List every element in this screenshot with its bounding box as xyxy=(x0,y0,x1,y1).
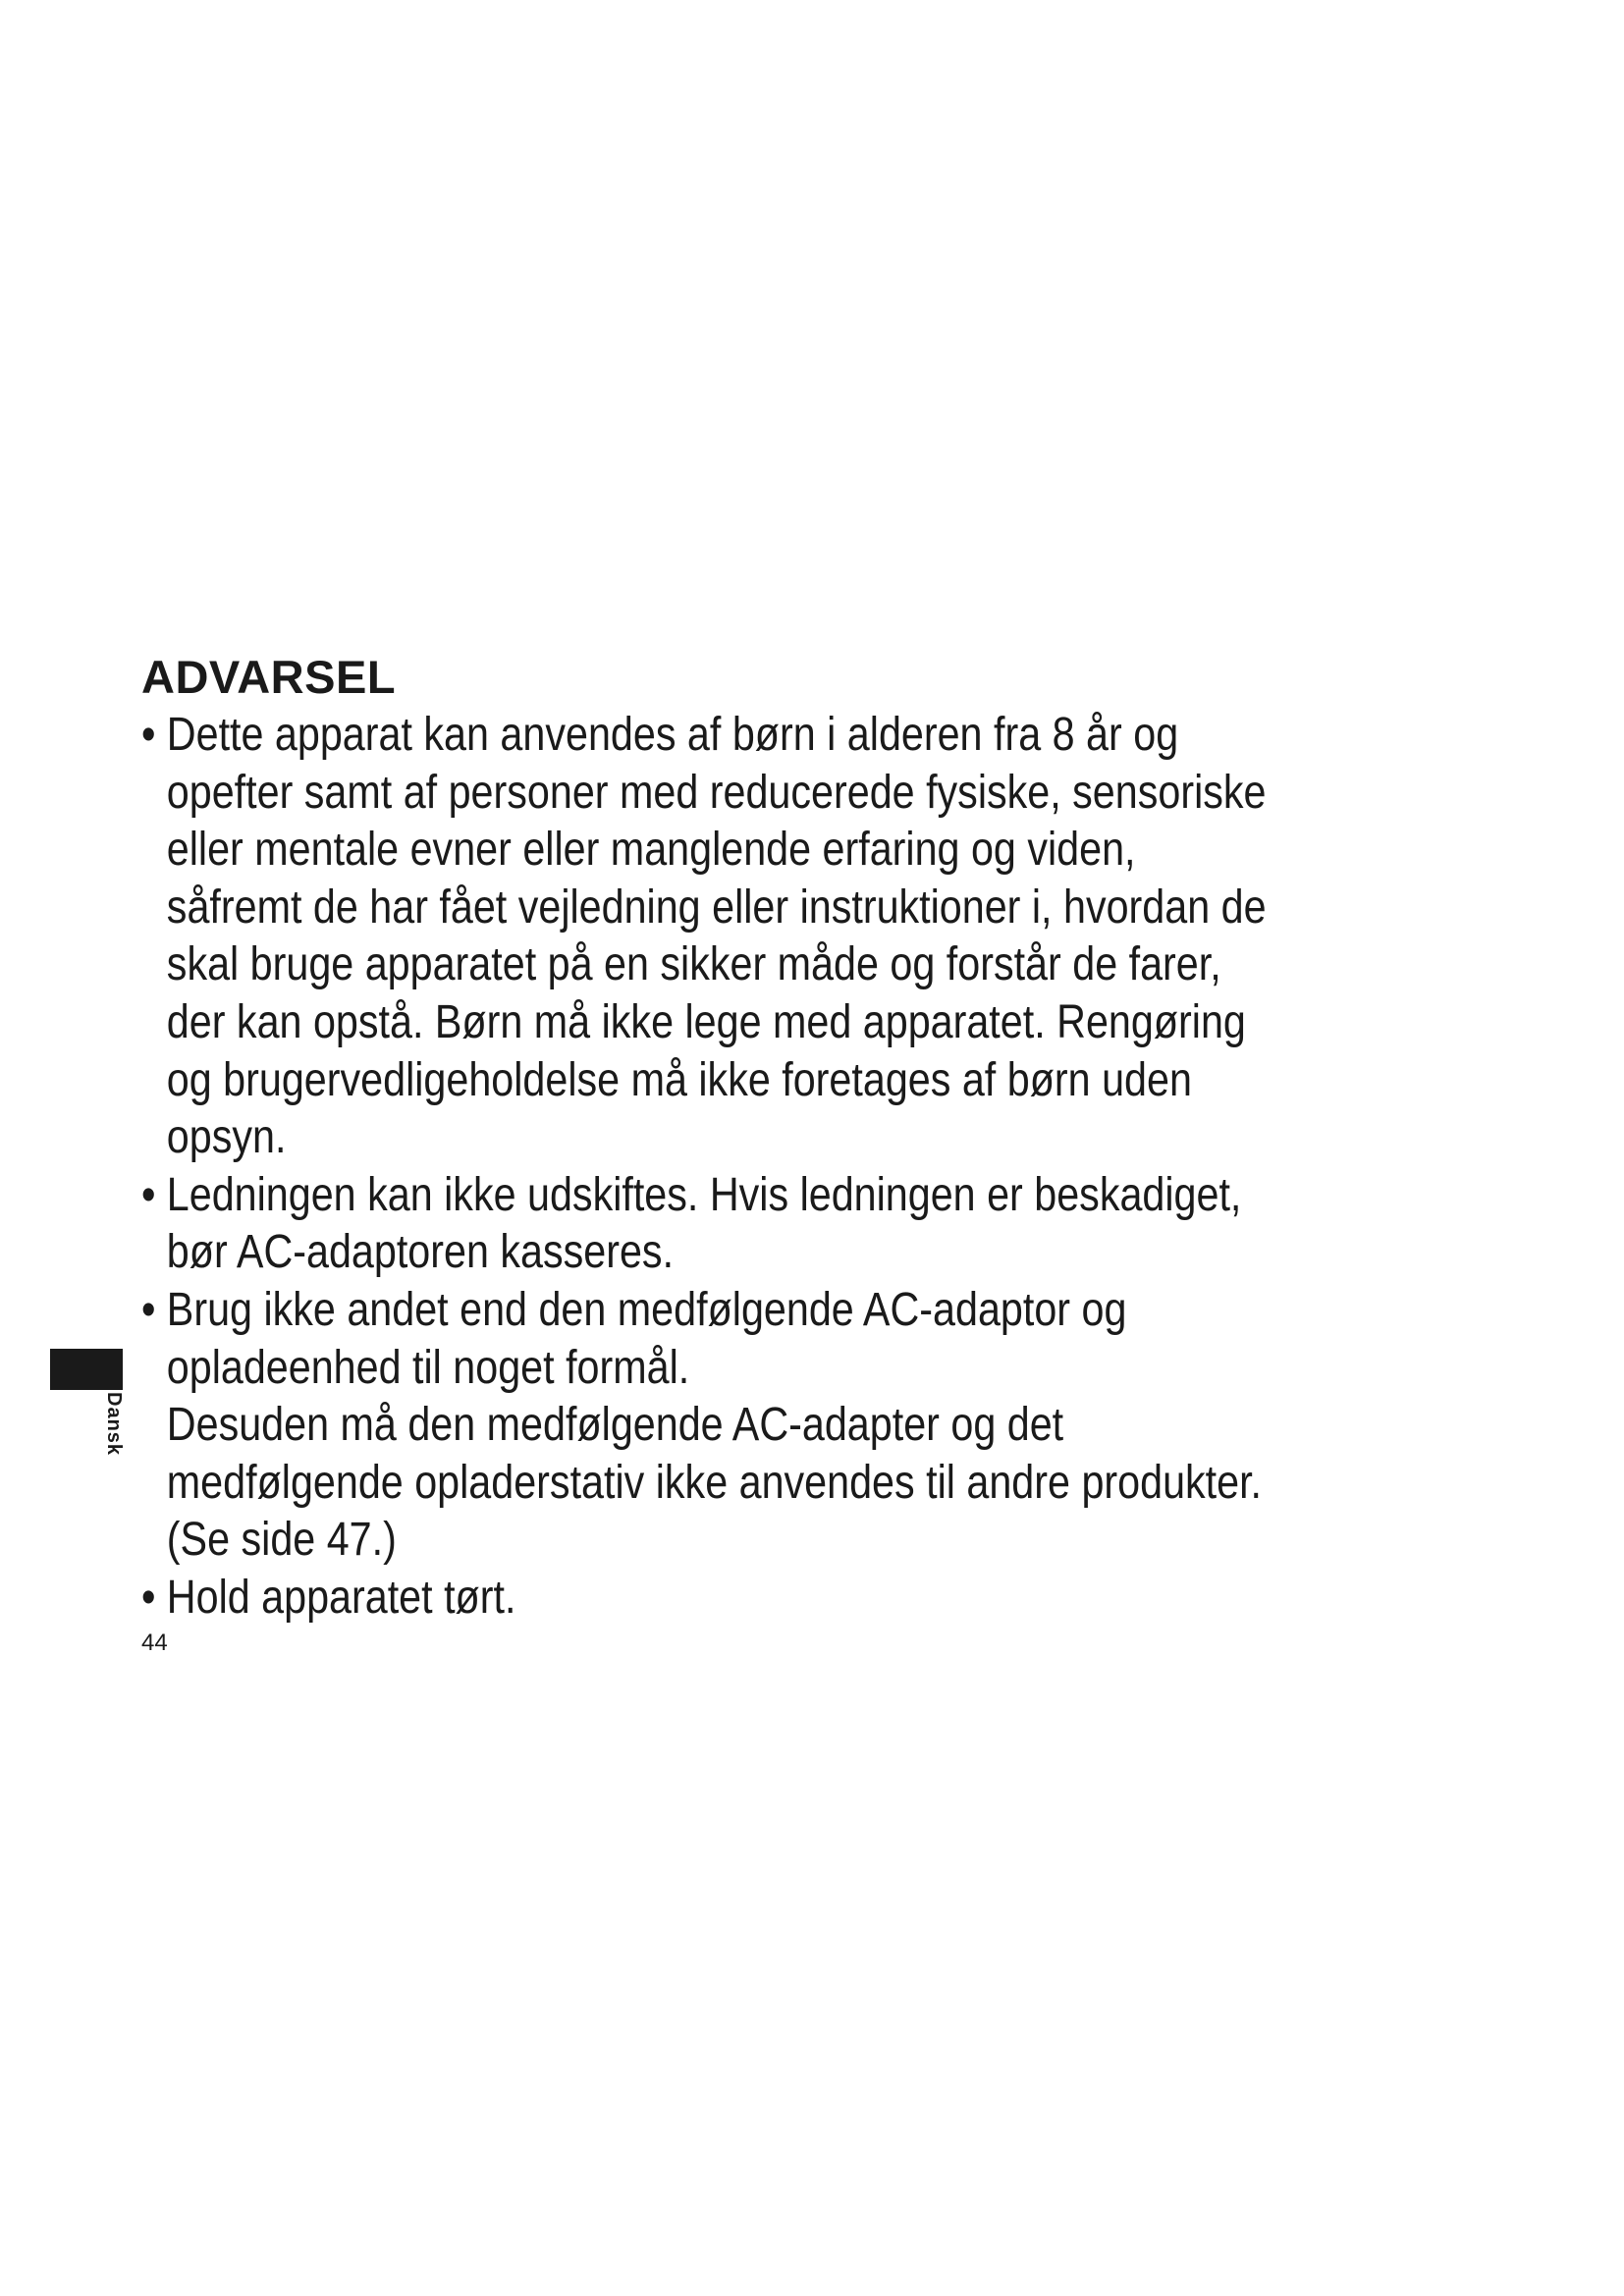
bullet-icon: • xyxy=(141,1571,156,1624)
warning-text: Brug ikke andet end den medfølgende AC-adaptor og opladeenhed til noget formål. xyxy=(166,1283,1127,1394)
warning-list xyxy=(141,707,1496,1628)
language-tab-marker xyxy=(50,1349,123,1390)
language-tab-label: Dansk xyxy=(103,1392,125,1457)
warning-item xyxy=(141,1167,1522,1282)
warning-text-continued: Desuden må den medfølgende AC-adapter og det medfølgende opladerstativ ikke anvendes til andre produkter. (Se side 47.) xyxy=(166,1399,1263,1567)
bullet-icon: • xyxy=(141,1168,156,1221)
warning-item xyxy=(141,707,1522,1167)
warning-item xyxy=(141,1570,1522,1628)
warning-section xyxy=(141,648,1496,1628)
warning-item xyxy=(141,1282,1522,1570)
warning-text: Dette apparat kan anvendes af børn i alderen fra 8 år og opefter samt af personer med reducerede fysiske, sensoriske eller mentale evner eller manglende erfaring og viden, såfremt de har fået vejledning eller instruktioner i, hvordan de skal bruge apparatet på en sikker måde og forstår de farer, der kan opstå. Børn må ikke lege med apparatet. Rengøring og brugervedligeholdelse må ikke foretages af børn uden opsyn. xyxy=(166,709,1267,1164)
bullet-icon: • xyxy=(141,709,156,761)
warning-text: Hold apparatet tørt. xyxy=(166,1571,516,1624)
warning-text: Ledningen kan ikke udskiftes. Hvis ledningen er beskadiget, bør AC-adaptoren kasseres. xyxy=(166,1168,1242,1279)
bullet-icon: • xyxy=(141,1283,156,1336)
page-number: 44 xyxy=(141,1629,168,1656)
section-heading: ADVARSEL xyxy=(141,651,397,703)
